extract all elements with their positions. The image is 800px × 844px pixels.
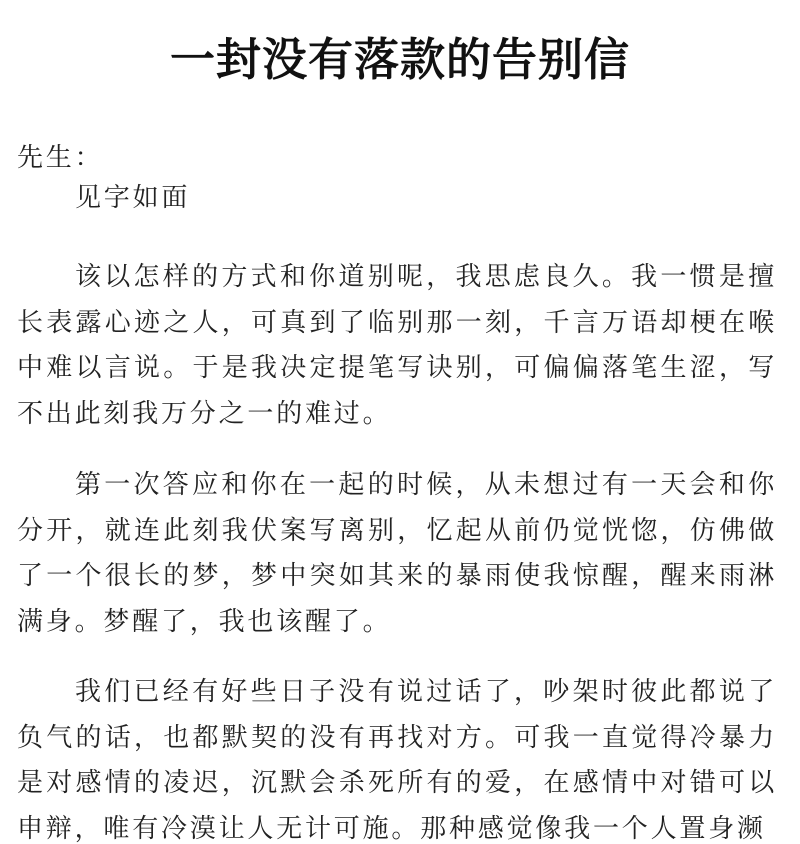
paragraph-1: 该以怎样的方式和你道别呢，我思虑良久。我一惯是擅长表露心迹之人，可真到了临别那一刻，千言万语却梗在喉中难以言说。于是我决定提笔写诀别，可偏偏落笔生涩，写不出此刻我万分之一的难过。 xyxy=(17,262,777,429)
page-title: 一封没有落款的告别信 xyxy=(169,33,630,86)
paragraph-3: 我们已经有好些日子没有说过话了，吵架时彼此都说了负气的话，也都默契的没有再找对方。可我一直觉得冷暴力是对感情的凌迟，沉默会杀死所有的爱，在感情中对错可以申辩，唯有冷漠让人无计可施。那种感觉像我一个人置身濒 xyxy=(17,677,777,844)
paragraph-2: 第一次答应和你在一起的时候，从未想过有一天会和你分开，就连此刻我伏案写离别，忆起从前仍觉恍惚，仿佛做了一个很长的梦，梦中突如其来的暴雨使我惊醒，醒来雨淋满身。梦醒了，我也该醒了。 xyxy=(17,470,777,637)
salutation: 先生： xyxy=(17,143,104,173)
greeting-line: 见字如面 xyxy=(75,183,191,213)
